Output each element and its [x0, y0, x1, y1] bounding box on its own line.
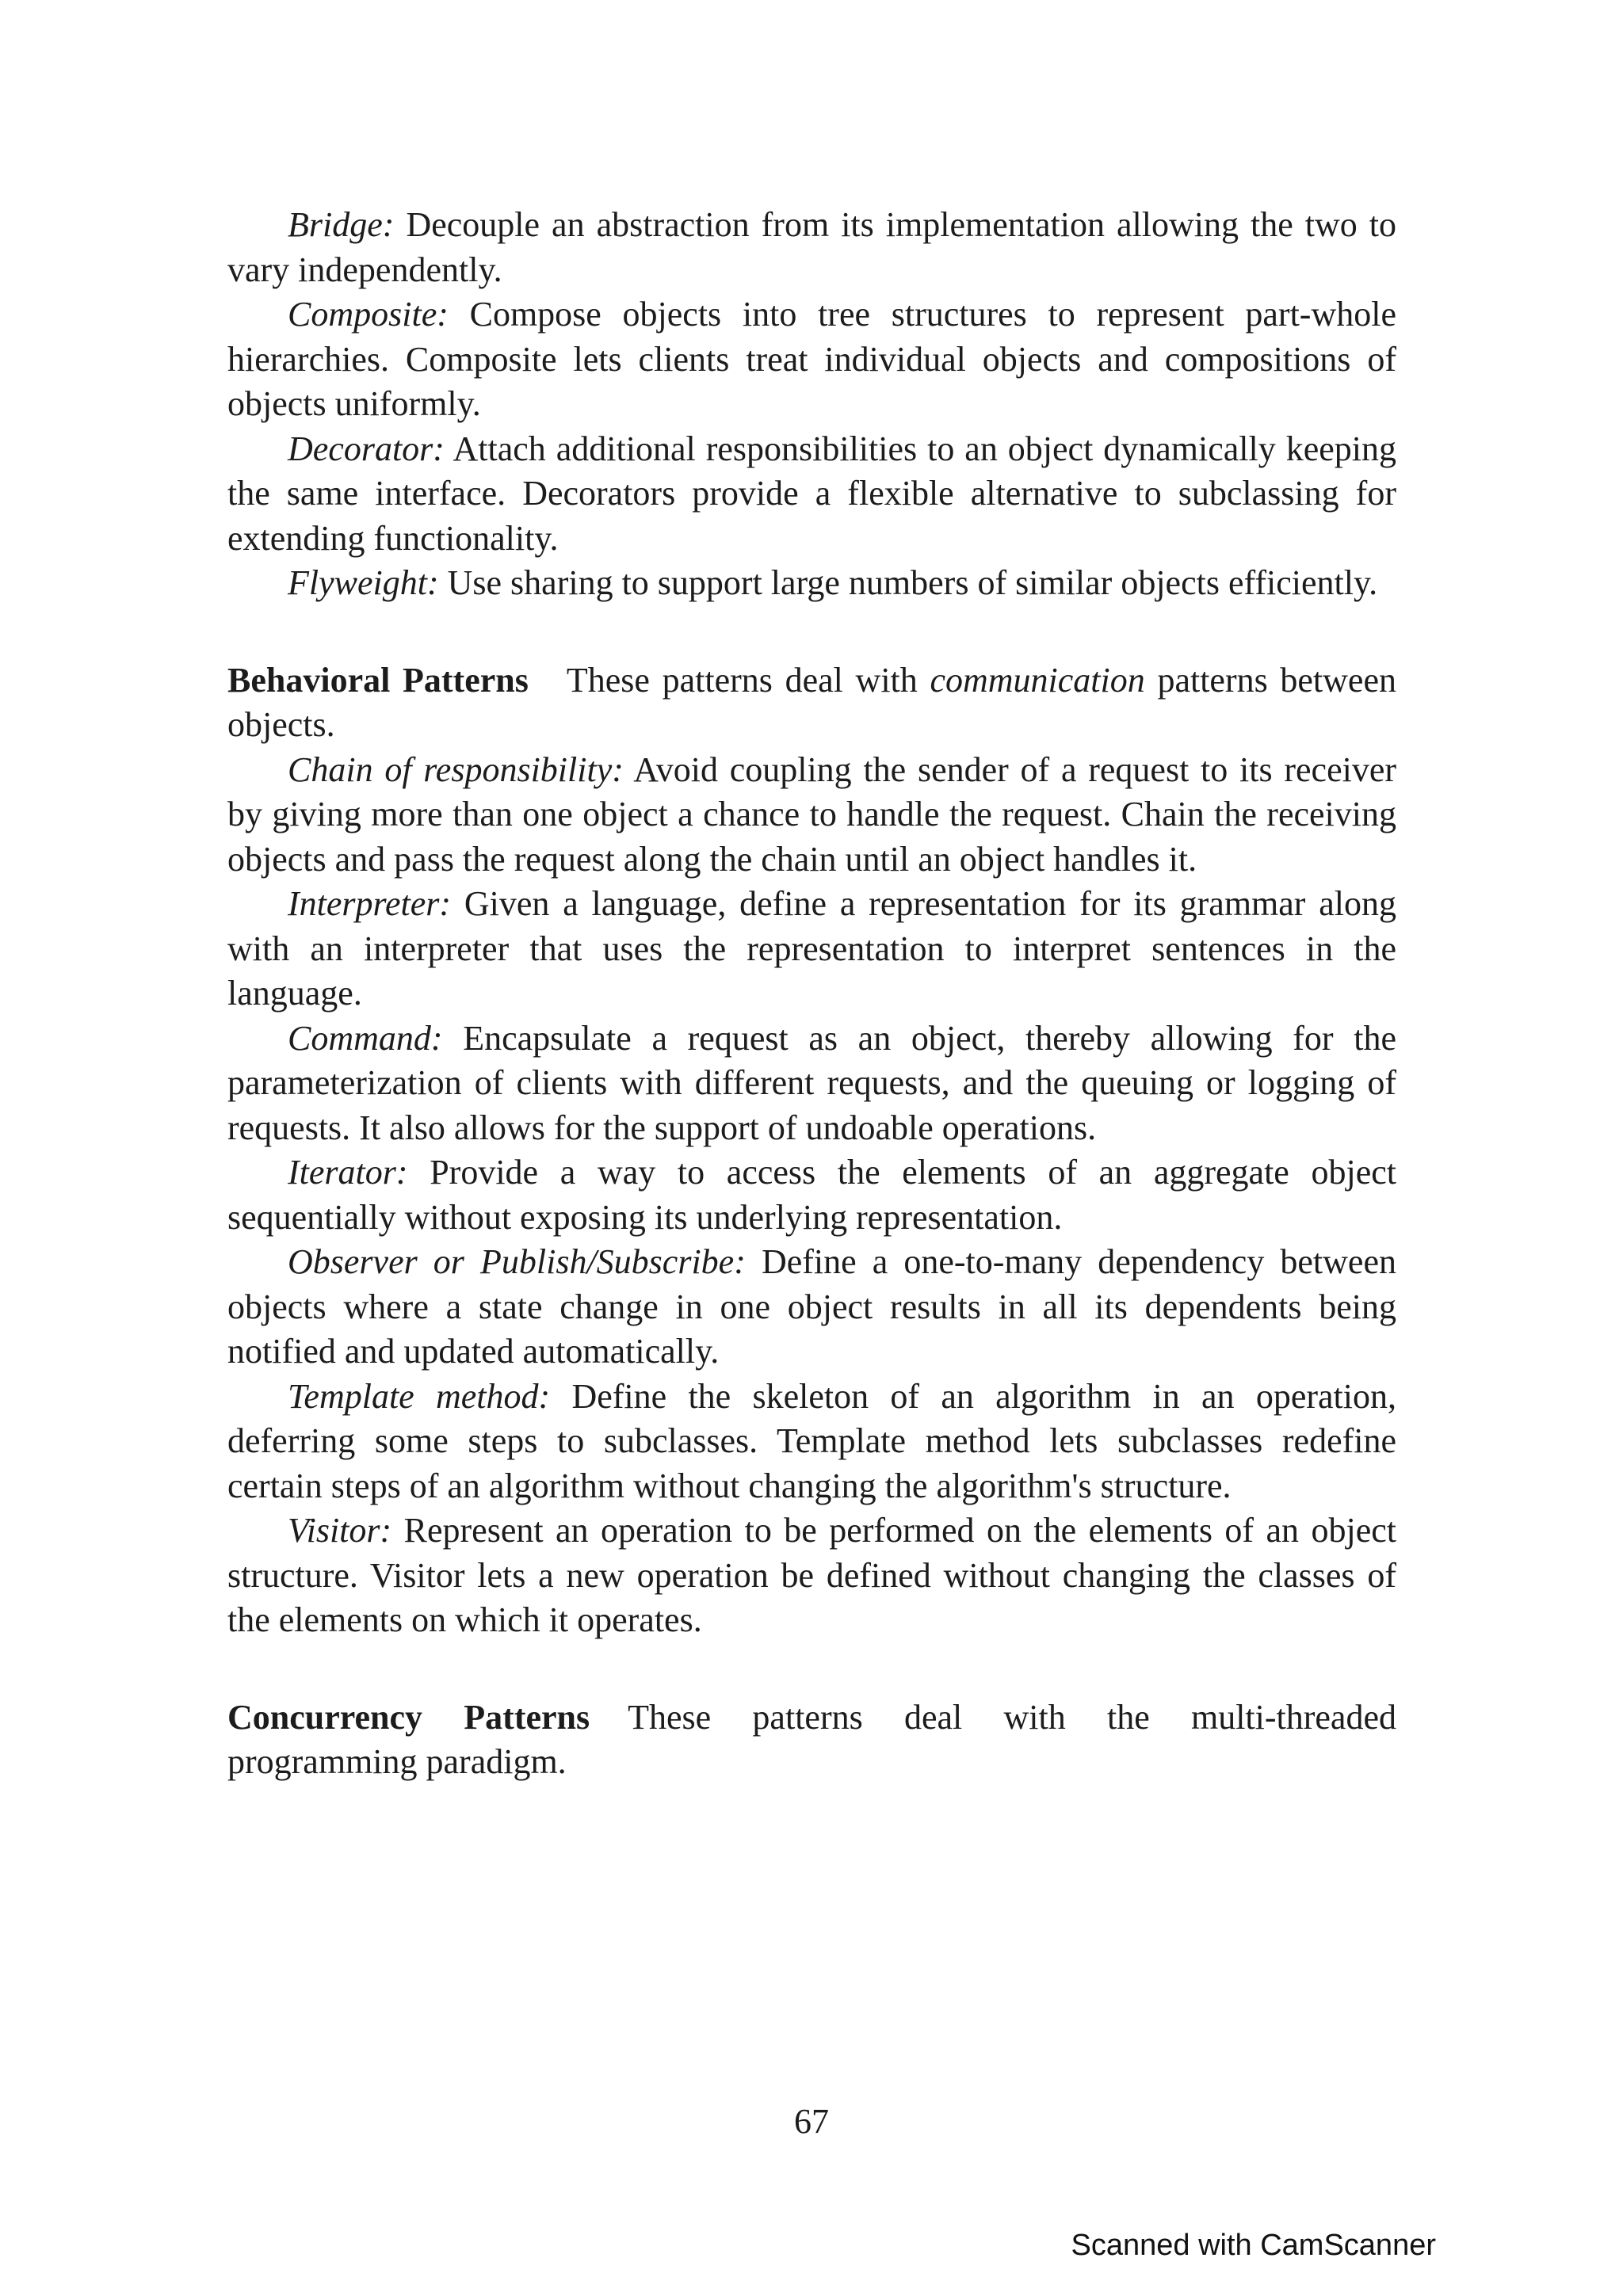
pattern-entry-observer	[227, 1240, 1396, 1375]
pattern-entry-composite	[227, 292, 1396, 427]
pattern-entry-command	[227, 1016, 1396, 1151]
pattern-term: Template method:	[288, 1376, 551, 1416]
pattern-term: Bridge:	[288, 205, 395, 244]
pattern-entry-flyweight	[227, 561, 1396, 606]
pattern-entry-template-method	[227, 1375, 1396, 1509]
pattern-entry-iterator	[227, 1150, 1396, 1240]
pattern-description: Use sharing to support large numbers of similar objects efficiently.	[447, 563, 1378, 602]
section-heading: Concurrency Patterns	[227, 1697, 590, 1737]
pattern-entry-interpreter	[227, 882, 1396, 1016]
pattern-description: Decouple an abstraction from its implementation allowing the two to vary independently.	[227, 205, 1397, 289]
pattern-term: Iterator:	[288, 1153, 408, 1192]
section-intro-emphasis: communication	[930, 660, 1145, 700]
pattern-entry-visitor	[227, 1508, 1396, 1643]
pattern-term: Decorator:	[288, 429, 445, 468]
pattern-term: Composite:	[288, 295, 449, 334]
pattern-entry-bridge	[227, 203, 1396, 292]
page-number: 67	[794, 2102, 829, 2141]
page-body	[227, 203, 1396, 1785]
pattern-entry-decorator	[227, 427, 1396, 562]
section-intro: These patterns deal with the multi-threaded programming paradigm.	[227, 1697, 1396, 1781]
section-heading: Behavioral Patterns	[227, 660, 529, 700]
pattern-term: Visitor:	[288, 1511, 392, 1550]
pattern-description: Define the skeleton of an algorithm in an operation, deferring some steps to subclasses. Template method lets subclasses redefine certain steps of an algorithm without changing the algorithm's structure.	[227, 1376, 1396, 1505]
section-intro-before: These patterns deal with	[566, 660, 918, 700]
concurrency-patterns-section	[227, 1695, 1396, 1785]
pattern-description: Provide a way to access the elements of an aggregate object sequentially without exposing its underlying representation.	[227, 1153, 1397, 1237]
scanner-watermark: Scanned with CamScanner	[1071, 2229, 1436, 2262]
behavioral-patterns-section	[227, 658, 1396, 748]
pattern-entry-chain-of-responsibility	[227, 748, 1396, 883]
pattern-term: Chain of responsibility:	[288, 749, 624, 789]
pattern-description: Avoid coupling the sender of a request to its receiver by giving more than one object a chance to handle the request. Chain the receiving objects and pass the request along the chain until an object handles it.	[227, 749, 1396, 879]
pattern-description: Define a one-to-many dependency between objects where a state change in one object results in all its dependents being notified and updated automatically.	[227, 1242, 1396, 1371]
pattern-description: Represent an operation to be performed on the elements of an object structure. Visitor lets a new operation be defined without changing the classes of the elements on which it operates.	[227, 1511, 1397, 1639]
pattern-term: Interpreter:	[288, 884, 452, 923]
pattern-description: Compose objects into tree structures to represent part-whole hierarchies. Composite lets clients treat individual objects and compositions of objects uniformly.	[227, 295, 1396, 423]
pattern-term: Command:	[288, 1018, 443, 1058]
section-intro-after: patterns between objects.	[227, 660, 1396, 744]
pattern-description: Attach additional responsibilities to an object dynamically keeping the same interface. Decorators provide a flexible alternative to subclassing for extending functionality.	[227, 429, 1396, 558]
pattern-term: Flyweight:	[288, 563, 439, 602]
pattern-description: Given a language, define a representation for its grammar along with an interpreter that uses the representation to interpret sentences in the language.	[227, 884, 1397, 1013]
pattern-term: Observer or Publish/Subscribe:	[288, 1242, 746, 1281]
pattern-description: Encapsulate a request as an object, thereby allowing for the parameterization of clients with different requests, and the queuing or logging of requests. It also allows for the support of undoable operations.	[227, 1018, 1396, 1147]
